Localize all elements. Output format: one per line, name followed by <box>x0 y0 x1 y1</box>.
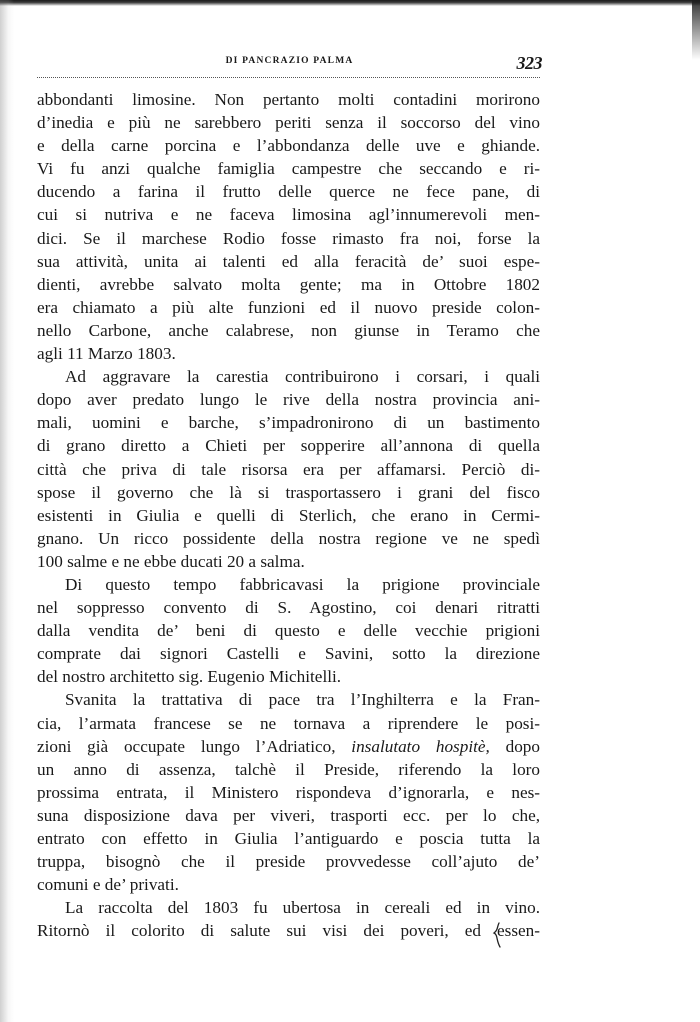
scan-top-edge <box>0 0 700 6</box>
scan-left-edge <box>0 0 14 1022</box>
running-head <box>37 53 542 73</box>
body-text <box>37 88 540 942</box>
text-line: ducendo a farina il frutto delle querce ne fece pane, di <box>37 182 540 202</box>
text-line: entrato con effetto in Giulia l’antiguardo e poscia tutta la <box>37 829 540 848</box>
text-line: Di questo tempo fabbricavasi la prigione provinciale <box>65 574 540 594</box>
text-line: d’inedia e più ne sarebbero periti senza il soccorso del vino <box>37 113 540 133</box>
handwritten-bracket-mark <box>490 922 504 948</box>
text-line: gnano. Un ricco possidente della nostra regione ve ne spedì <box>37 528 540 548</box>
text-line: 100 salme e ne ebbe ducati 20 a salma. <box>37 551 305 571</box>
text-line: comprate dai signori Castelli e Savini, sotto la direzione <box>37 644 540 664</box>
text-line: Svanita la trattativa di pace tra l’Inghilterra e la Fran- <box>65 690 540 710</box>
header-rule <box>37 77 540 78</box>
text-line: dienti, avrebbe salvato molta gente; ma in Ottobre 1802 <box>37 274 540 294</box>
scan-right-edge <box>692 0 700 60</box>
text-line: abbondanti limosine. Non pertanto molti contadini morirono <box>37 90 540 109</box>
text-segment: zioni già occupate lungo l’Adriatico, <box>37 736 352 756</box>
text-line: prossima entrata, il Ministero rispondeva d’ignorarla, e nes- <box>37 782 540 802</box>
text-line: dici. Se il marchese Rodio fosse rimasto fra noi, forse la <box>37 228 540 248</box>
text-line: Ad aggravare la carestia contribuirono i corsari, i quali <box>65 367 540 387</box>
text-line: e della carne porcina e l’abbondanza delle uve e ghiande. <box>37 136 540 156</box>
text-line: era chiamato a più alte funzioni ed il nuovo preside colon- <box>37 297 540 317</box>
text-line: agli 11 Marzo 1803. <box>37 344 176 364</box>
text-line: nello Carbone, anche calabrese, non giunse in Teramo che <box>37 320 540 340</box>
page-number: 323 <box>516 53 542 73</box>
text-line: dopo aver predato lungo le rive della nostra provincia ani- <box>37 390 540 410</box>
text-line: truppa, bisognò che il preside provvedesse coll’ajuto de’ <box>37 852 540 872</box>
text-line: esistenti in Giulia e quelli di Sterlich, che erano in Cermi- <box>37 505 540 525</box>
text-line: suna disposizione dava per viveri, trasporti ecc. per lo che, <box>37 805 540 825</box>
italic-phrase: insalutato hospitè, <box>351 736 490 756</box>
text-line: sua attività, unita ai talenti ed alla feracità de’ suoi espe- <box>37 251 540 271</box>
text-line: mali, uomini e barche, s’impadronirono di un bastimento <box>37 413 540 433</box>
text-line: La raccolta del 1803 fu ubertosa in cereali ed in vino. <box>65 898 540 918</box>
text-line: un anno di assenza, talchè il Preside, riferendo la loro <box>37 759 540 779</box>
text-line: Vi fu anzi qualche famiglia campestre che seccando e ri- <box>37 159 540 179</box>
running-title: DI PANCRAZIO PALMA <box>225 56 354 66</box>
text-line: Ritornò il colorito di salute sui visi dei poveri, ed essen- <box>37 921 540 941</box>
text-line: cui si nutriva e ne faceva limosina agl’innumerevoli men- <box>37 205 540 225</box>
text-line: città che priva di tale risorsa era per affamarsi. Perciò di- <box>37 459 540 479</box>
text-line <box>37 735 540 758</box>
text-line: del nostro architetto sig. Eugenio Michitelli. <box>37 667 342 687</box>
text-line: nel soppresso convento di S. Agostino, coi denari ritratti <box>37 598 540 618</box>
text-segment: dopo <box>489 736 540 756</box>
text-line: cia, l’armata francese se ne tornava a riprendere le posi- <box>37 713 540 733</box>
text-line: spose il governo che là si trasportassero i grani del fisco <box>37 482 540 502</box>
text-line: di grano diretto a Chieti per sopperire all’annona di quella <box>37 436 540 456</box>
text-line: comuni e de’ privati. <box>37 875 179 895</box>
text-line: dalla vendita de’ beni di questo e delle vecchie prigioni <box>37 621 540 641</box>
